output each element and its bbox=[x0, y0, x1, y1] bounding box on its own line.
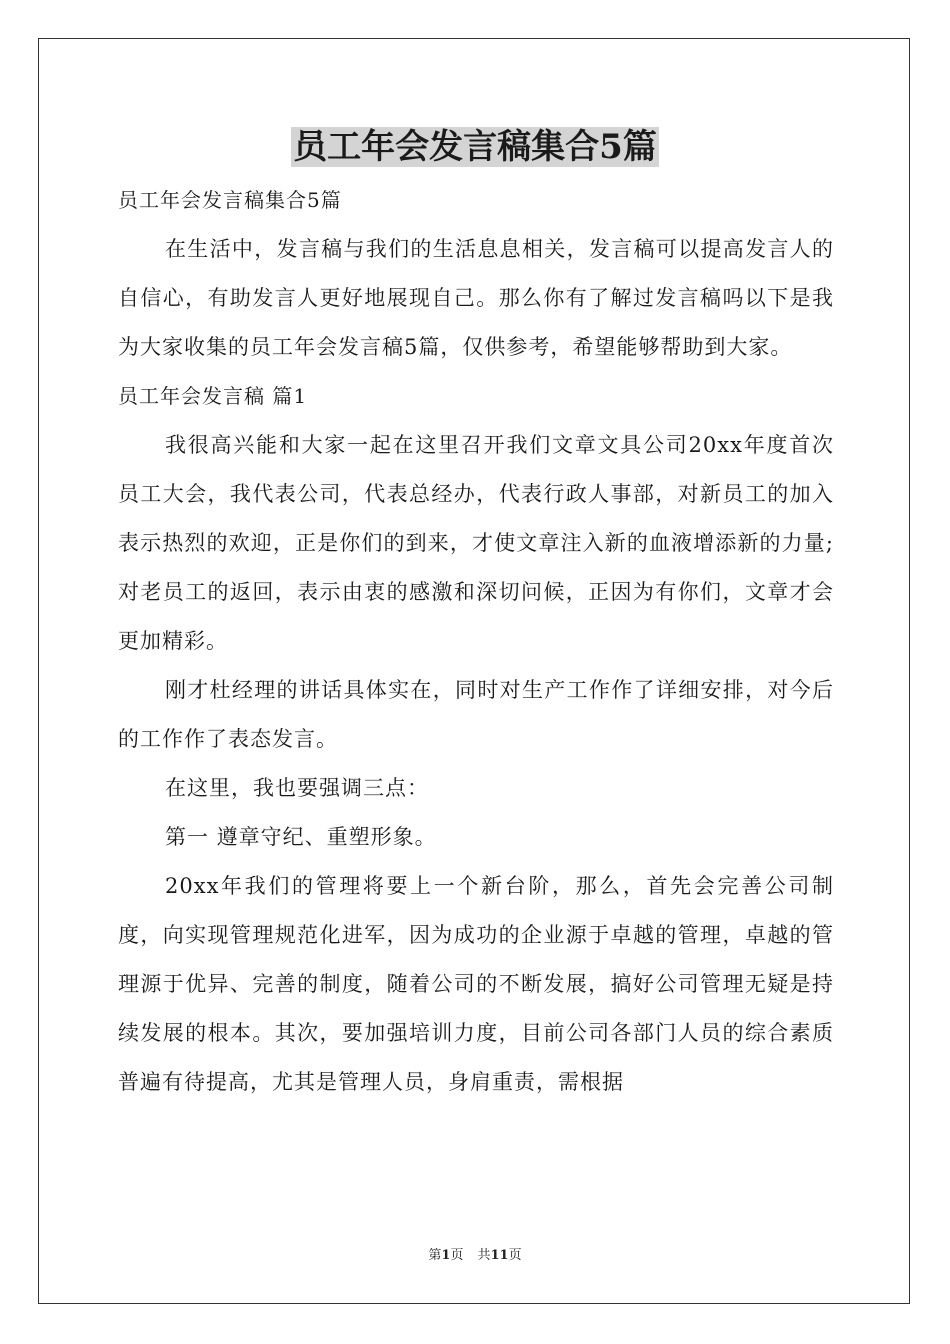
total-prefix: 共 bbox=[477, 1248, 491, 1263]
body-paragraph: 在这里，我也要强调三点： bbox=[165, 776, 429, 800]
body-paragraph: 20xx年我们的管理将要上一个新台阶，那么，首先会完善公司制度，向实现管理规范化进军，因为成功的企业源于卓越的管理，卓越的管理源于优异、完善的制度，随着公司的不断发展，搞好公司管理无疑是持续发展的根本。其次，要加强培训力度，目前公司各部门人员的综合素质普遍有待提高，尤其是管理人员，身肩重责，需根据 bbox=[118, 874, 834, 1094]
page-current: 1 bbox=[441, 1248, 451, 1263]
page-footer bbox=[0, 1247, 950, 1265]
page-prefix: 第 bbox=[428, 1248, 442, 1263]
document-subtitle: 员工年会发言稿集合5篇 bbox=[118, 188, 342, 212]
document-body bbox=[118, 176, 834, 1107]
body-paragraph: 第一 遵章守纪、重塑形象。 bbox=[165, 825, 437, 849]
document-title-text: 员工年会发言稿集合5篇 bbox=[293, 127, 657, 167]
section-heading: 员工年会发言稿 篇1 bbox=[118, 384, 308, 408]
document-title bbox=[0, 124, 950, 170]
page-suffix: 页 bbox=[450, 1248, 464, 1263]
body-paragraph: 我很高兴能和大家一起在这里召开我们文章文具公司20xx年度首次员工大会，我代表公司，代表总经办，代表行政人事部，对新员工的加入表示热烈的欢迎，正是你们的到来，才使文章注入新的血液增添新的力量;对老员工的返回，表示由衷的感激和深切问候，正因为有你们，文章才会更加精彩。 bbox=[118, 433, 834, 653]
total-suffix: 页 bbox=[508, 1248, 522, 1263]
page-total: 11 bbox=[490, 1248, 509, 1263]
body-paragraph: 刚才杜经理的讲话具体实在，同时对生产工作作了详细安排，对今后的工作作了表态发言。 bbox=[118, 678, 834, 751]
intro-paragraph: 在生活中，发言稿与我们的生活息息相关，发言稿可以提高发言人的自信心，有助发言人更好地展现自己。那么你有了解过发言稿吗以下是我为大家收集的员工年会发言稿5篇，仅供参考，希望能够帮助到大家。 bbox=[118, 237, 834, 359]
